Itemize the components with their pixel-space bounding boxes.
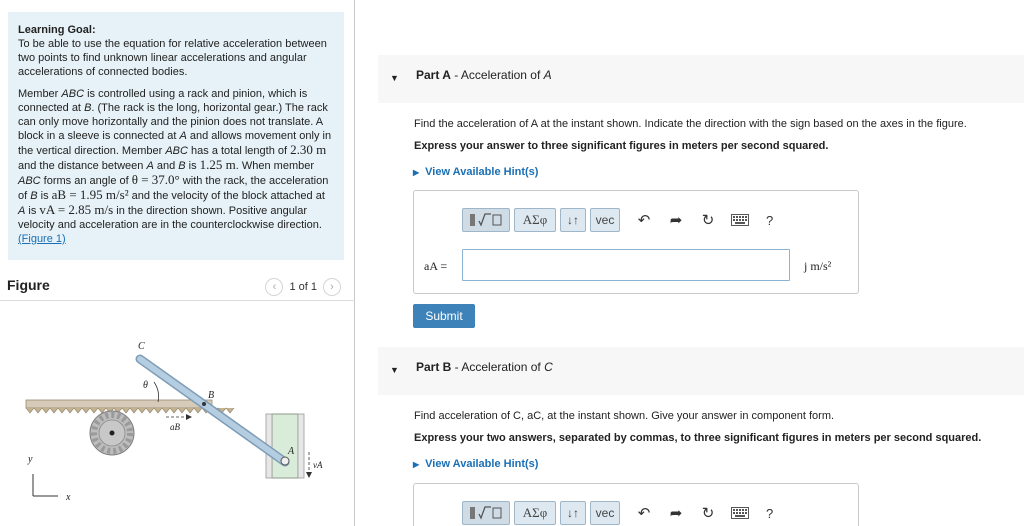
mechanism-figure (0, 302, 355, 526)
learning-goal-box (8, 12, 344, 260)
part-b-instruction: Express your two answers, separated by commas, to three significant figures in meters per second squared. (414, 432, 982, 444)
member-abc (140, 359, 289, 465)
caret-right-icon: ▶ (413, 168, 420, 177)
caret-down-icon[interactable]: ▼ (390, 73, 399, 83)
label-b: B (208, 390, 215, 401)
symbols-button[interactable]: ΑΣφ (514, 208, 556, 232)
label-x: x (66, 492, 71, 503)
part-b-hint-link[interactable]: ▶ View Available Hint(s) (413, 458, 539, 470)
undo-icon[interactable]: ↶ (637, 212, 651, 229)
undo-icon[interactable]: ↶ (637, 505, 651, 522)
label-theta: θ (143, 380, 148, 391)
part-a-header[interactable] (378, 55, 1024, 103)
pinion-gear (90, 411, 134, 455)
figure-header (7, 276, 345, 300)
part-a-eq-label: aA = (424, 259, 448, 273)
goal-problem: Member ABC is controlled using a rack and pinion, which is connected at B. (The rack is the long, horizontal gear.) The rack can only move horizontally and the pinion does not translate. A block in a sleeve is connected at A and allows movement only in the vertical direction. Member ABC has a total length of 2.30 m and the distance between A and B is 1.25 m. When member ABC forms an angle of θ = 37.0° with the rack, the acceleration of B is aB = 1.95 m/s² and the velocity of the block attached at A is vA = 2.85 m/s in the direction shown. Positive angular velocity and acceleration are in the counterclockwise direction.(Figure 1) (18, 88, 332, 245)
part-b-header[interactable] (378, 347, 1024, 395)
help-button[interactable]: ? (766, 212, 774, 228)
templates-icon[interactable] (462, 501, 510, 525)
part-a-instruction: Express your answer to three significant figures in meters per second squared. (414, 140, 829, 152)
goal-intro: To be able to use the equation for relative acceleration between two points to find unknown linear accelerations and angular accelerations of connected bodies. (18, 38, 327, 78)
math-toolbar-b (462, 501, 773, 525)
part-b-prompt: Find acceleration of C, aC, at the instant shown. Give your answer in component form. (414, 410, 835, 422)
redo-icon[interactable]: ➦ (669, 505, 683, 522)
chevron-right-icon[interactable]: › (323, 278, 341, 296)
keyboard-icon[interactable] (728, 208, 752, 232)
right-panel (356, 0, 1024, 526)
figure-link[interactable]: (Figure 1) (18, 233, 66, 245)
label-c: C (138, 341, 145, 352)
part-b-answer-box (413, 483, 859, 526)
theta-arc (154, 382, 159, 402)
reset-icon[interactable]: ↻ (701, 212, 715, 229)
sleeve (266, 414, 304, 478)
keyboard-icon[interactable] (728, 501, 752, 525)
label-va: vA (313, 460, 323, 470)
part-a-answer-box (413, 190, 859, 294)
left-panel (0, 0, 355, 526)
part-a-unit: j m/s² (804, 259, 832, 273)
chevron-left-icon[interactable]: ‹ (265, 278, 283, 296)
subscript-button[interactable]: ↓↑ (560, 208, 586, 232)
vec-button[interactable]: vec (590, 501, 620, 525)
part-a-answer-input[interactable] (462, 249, 790, 281)
part-a-prompt: Find the acceleration of A at the instant shown. Indicate the direction with the sign based on the axes in the figure. (414, 118, 967, 130)
vec-button[interactable]: vec (590, 208, 620, 232)
part-a-hint-link[interactable]: ▶ View Available Hint(s) (413, 166, 539, 178)
help-button[interactable]: ? (766, 505, 774, 521)
part-a-title: Part A - Acceleration of A (416, 68, 552, 82)
figure-divider (0, 300, 355, 301)
caret-down-icon[interactable]: ▼ (390, 365, 399, 375)
subscript-button[interactable]: ↓↑ (560, 501, 586, 525)
learning-goal-title: Learning Goal: (18, 24, 96, 36)
templates-icon[interactable] (462, 208, 510, 232)
pager-count: 1 of 1 (289, 281, 317, 293)
symbols-button[interactable]: ΑΣφ (514, 501, 556, 525)
figure-pager (265, 276, 341, 298)
submit-button[interactable]: Submit (413, 304, 475, 328)
axes (33, 474, 58, 496)
redo-icon[interactable]: ➦ (669, 212, 683, 229)
va-arrow (306, 452, 312, 478)
learning-goal-text (18, 37, 334, 246)
label-y: y (28, 454, 33, 465)
caret-right-icon: ▶ (413, 460, 420, 469)
label-ab: aB (170, 422, 180, 432)
part-b-title: Part B - Acceleration of C (416, 360, 553, 374)
math-toolbar (462, 208, 773, 232)
label-a: A (288, 446, 295, 457)
ab-arrow (166, 414, 192, 420)
reset-icon[interactable]: ↻ (701, 505, 715, 522)
figure-title: Figure (7, 277, 50, 293)
